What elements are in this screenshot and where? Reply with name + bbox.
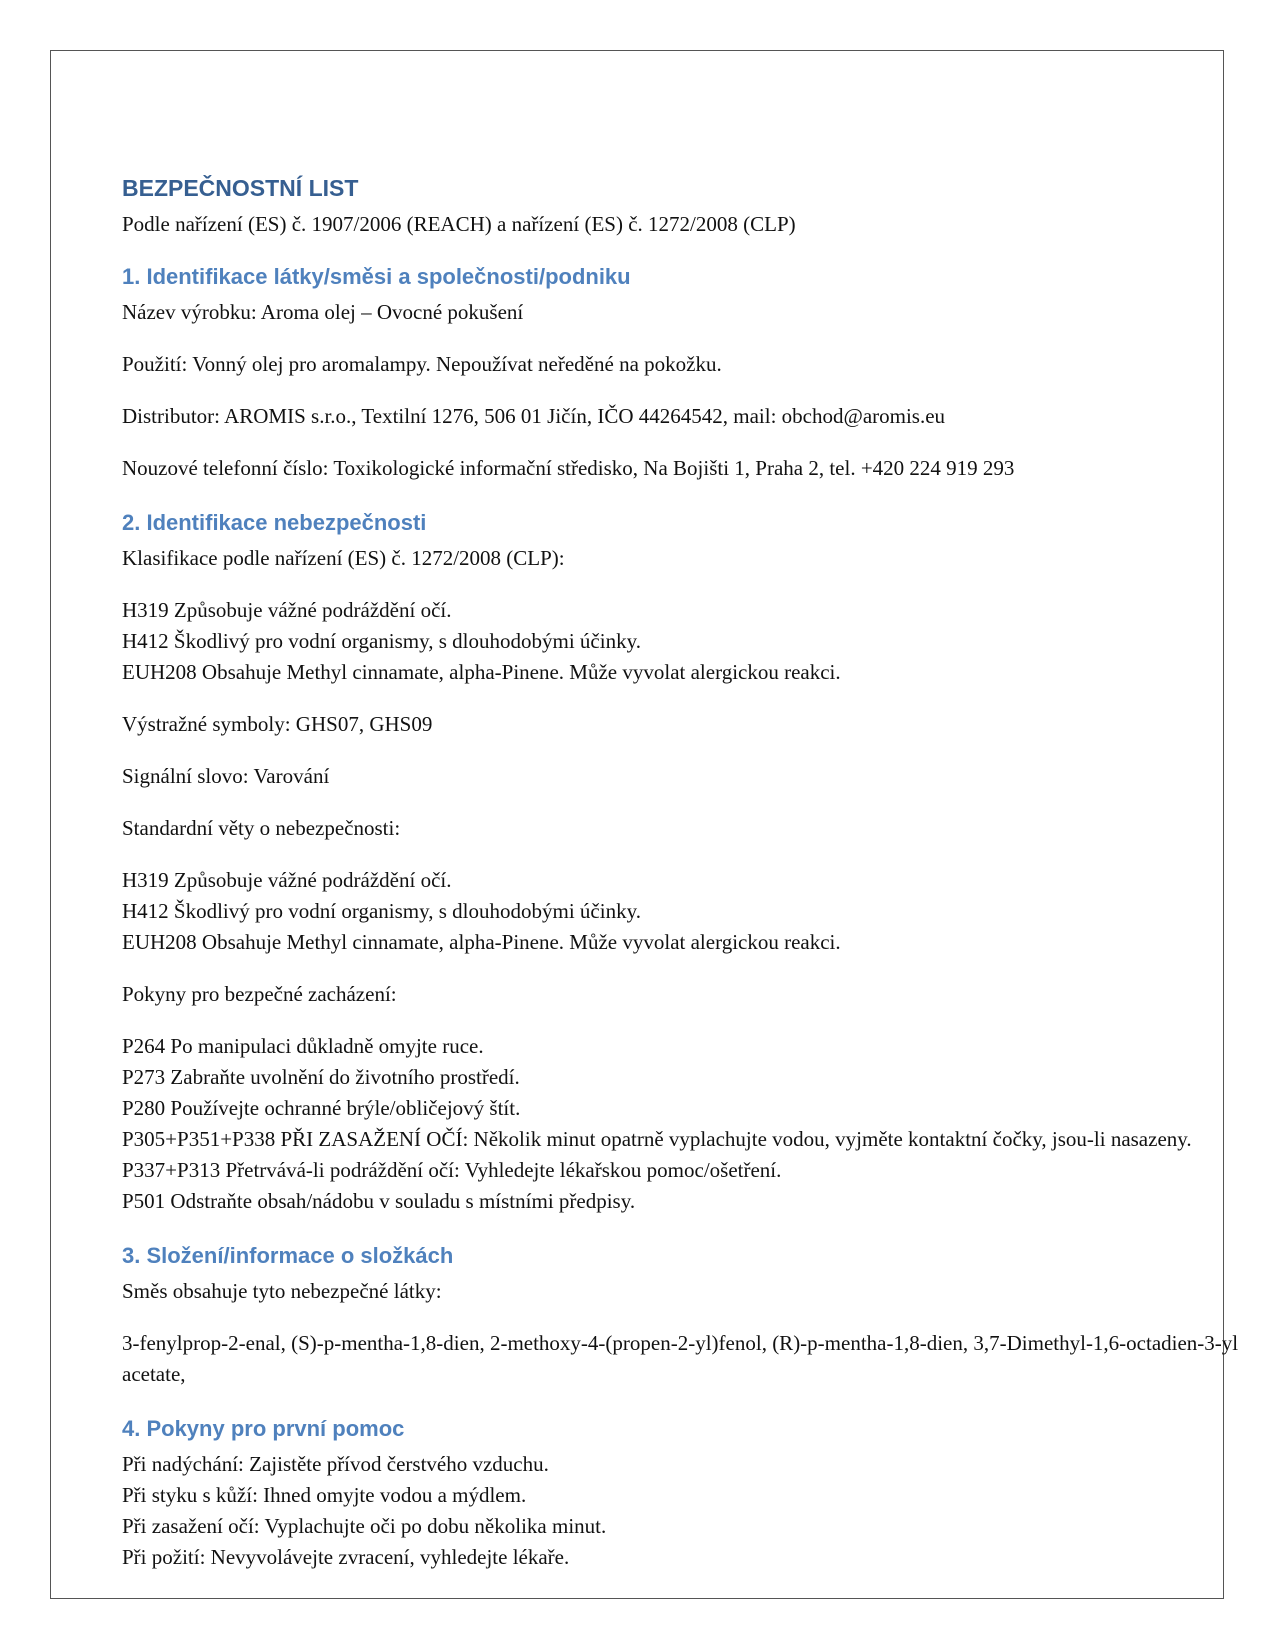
warning-symbols: Výstražné symboly: GHS07, GHS09 bbox=[122, 712, 433, 736]
hazard-statement: H412 Škodlivý pro vodní organismy, s dlouhodobými účinky. bbox=[122, 899, 641, 923]
precaution-statement: P501 Odstraňte obsah/nádobu v souladu s místními předpisy. bbox=[122, 1189, 636, 1213]
first-aid-item: Při styku s kůží: Ihned omyjte vodou a mýdlem. bbox=[122, 1483, 527, 1507]
signal-word: Signální slovo: Varování bbox=[122, 764, 330, 788]
substances-list: 3-fenylprop-2-enal, (S)-p-mentha-1,8-dien, 2-methoxy-4-(propen-2-yl)fenol, (R)-p-mentha-1,8-dien, 3,7-Dimethyl-1,6-octadien-3-yl acetate, bbox=[122, 1331, 1239, 1386]
section-1-heading: 1. Identifikace látky/směsi a společnosti/podniku bbox=[122, 264, 631, 289]
section-4-heading: 4. Pokyny pro první pomoc bbox=[122, 1416, 405, 1441]
regulation-subtitle: Podle nařízení (ES) č. 1907/2006 (REACH) a nařízení (ES) č. 1272/2008 (CLP) bbox=[122, 212, 796, 236]
document-title: BEZPEČNOSTNÍ LIST bbox=[122, 175, 359, 201]
first-aid-item: Při zasažení očí: Vyplachujte oči po dobu několika minut. bbox=[122, 1514, 607, 1538]
product-name: Název výrobku: Aroma olej – Ovocné pokušení bbox=[122, 300, 524, 324]
section-2-heading: 2. Identifikace nebezpečnosti bbox=[122, 510, 427, 535]
hazard-list-1 bbox=[122, 595, 1252, 688]
classification-label: Klasifikace podle nařízení (ES) č. 1272/2008 (CLP): bbox=[122, 546, 565, 570]
precaution-statement: P337+P313 Přetrvává-li podráždění očí: Vyhledejte lékařskou pomoc/ošetření. bbox=[122, 1158, 782, 1182]
precaution-statement: P305+P351+P338 PŘI ZASAŽENÍ OČÍ: Několik minut opatrně vyplachujte vodou, vyjměte kontaktní čočky, jsou-li nasazeny. bbox=[122, 1127, 1192, 1151]
precaution-statement: P273 Zabraňte uvolnění do životního prostředí. bbox=[122, 1065, 520, 1089]
first-aid-item: Při požití: Nevyvolávejte zvracení, vyhledejte lékaře. bbox=[122, 1545, 570, 1569]
hazard-statement: H319 Způsobuje vážné podráždění očí. bbox=[122, 868, 452, 892]
distributor: Distributor: AROMIS s.r.o., Textilní 1276, 506 01 Jičín, IČO 44264542, mail: obchod@aromis.eu bbox=[122, 404, 946, 428]
hazard-statement: H412 Škodlivý pro vodní organismy, s dlouhodobými účinky. bbox=[122, 629, 641, 653]
precaution-statement: P264 Po manipulaci důkladně omyjte ruce. bbox=[122, 1034, 484, 1058]
hazard-statement: H319 Způsobuje vážné podráždění očí. bbox=[122, 598, 452, 622]
precaution-statement: P280 Používejte ochranné brýle/obličejový štít. bbox=[122, 1096, 521, 1120]
usage: Použití: Vonný olej pro aromalampy. Nepoužívat neředěné na pokožku. bbox=[122, 352, 722, 376]
standard-statements-label: Standardní věty o nebezpečnosti: bbox=[122, 816, 401, 840]
document-page bbox=[50, 50, 1239, 1599]
composition-intro: Směs obsahuje tyto nebezpečné látky: bbox=[122, 1279, 442, 1303]
document-content bbox=[122, 173, 1252, 1573]
precaution-list bbox=[122, 1031, 1252, 1217]
precautions-label: Pokyny pro bezpečné zacházení: bbox=[122, 982, 397, 1006]
first-aid-list bbox=[122, 1449, 1252, 1573]
hazard-list-2 bbox=[122, 865, 1252, 958]
hazard-statement: EUH208 Obsahuje Methyl cinnamate, alpha-Pinene. Může vyvolat alergickou reakci. bbox=[122, 930, 841, 954]
section-3-heading: 3. Složení/informace o složkách bbox=[122, 1243, 454, 1268]
hazard-statement: EUH208 Obsahuje Methyl cinnamate, alpha-Pinene. Může vyvolat alergickou reakci. bbox=[122, 660, 841, 684]
emergency-phone: Nouzové telefonní číslo: Toxikologické informační středisko, Na Bojišti 1, Praha 2, tel. +420 224 919 293 bbox=[122, 456, 1015, 480]
first-aid-item: Při nadýchání: Zajistěte přívod čerstvého vzduchu. bbox=[122, 1452, 549, 1476]
